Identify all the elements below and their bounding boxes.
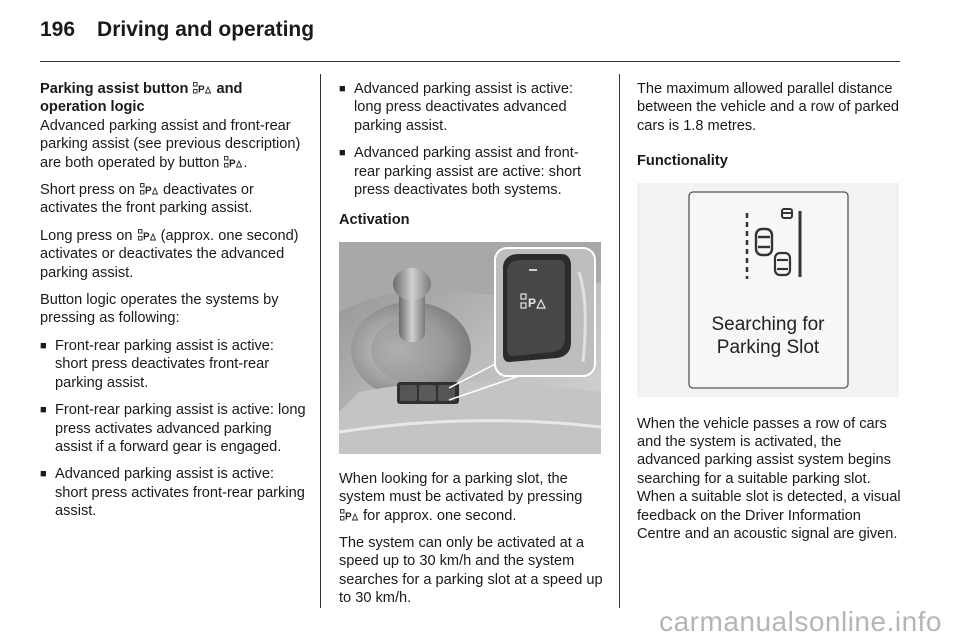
svg-text:P: P	[142, 231, 150, 241]
list-item: ■ Advanced parking assist is active: long press deactivates advanced parking assist.	[339, 81, 574, 134]
column-divider-right	[619, 74, 620, 608]
console-button-photo	[339, 242, 601, 454]
paragraph: Short press on P deactivates or activates the front parking assist.	[40, 182, 254, 217]
column-divider-left	[320, 74, 321, 608]
parking-assist-icon	[193, 82, 211, 94]
paragraph: When looking for a parking slot, the system must be activated by pressing P for approx. one second.	[339, 470, 583, 524]
section-heading-functionality: Functionality	[637, 153, 728, 170]
section-heading-activation: Activation	[339, 212, 410, 229]
watermark: carmanualsonline.info	[659, 606, 942, 637]
svg-text:P: P	[144, 185, 152, 196]
paragraph: The maximum allowed parallel distance between the vehicle and a row of parked cars is 1.8 metres.	[637, 81, 900, 134]
svg-text:P: P	[345, 511, 352, 521]
list-item: ■ Front-rear parking assist is active: long press activates advanced parking assist if a forward gear is engaged.	[40, 402, 306, 455]
parking-assist-icon	[224, 156, 242, 168]
header-rule	[40, 61, 900, 62]
bullet-square-icon: ■	[40, 468, 47, 481]
page-header	[40, 18, 314, 48]
bullet-square-icon: ■	[40, 339, 47, 352]
section-heading-line-2: operation logic	[40, 99, 145, 116]
column-1	[40, 80, 306, 530]
display-text-line-1: Searching for	[711, 313, 825, 335]
list-item: ■ Front-rear parking assist is active: short press deactivates front-rear parking assist.	[40, 337, 274, 391]
bullet-square-icon: ■	[339, 147, 346, 160]
column-2	[339, 80, 603, 617]
parking-assist-icon	[138, 229, 156, 241]
list-item: ■ Advanced parking assist is active: short press activates front-rear parking assist.	[40, 466, 305, 520]
section-heading-parking-assist-button: Parking assist button P and	[40, 81, 243, 97]
paragraph: Advanced parking assist and front-rear parking assist (see previous description) are both operated by button P .	[40, 117, 301, 171]
svg-text:P: P	[229, 158, 237, 168]
paragraph: When the vehicle passes a row of cars and the system is activated, the advanced parking assist system begins searching for a suitable parking slot. When a suitable slot is detected, a visual feedback on the Driver Information Centre and an acoustic signal are given.	[637, 415, 901, 543]
column-3	[637, 80, 903, 552]
paragraph: Long press on P (approx. one second) activates or deactivates the advanced parking assist.	[40, 227, 299, 281]
paragraph: The system can only be activated at a speed up to 30 km/h and the system searches for a parking slot at a speed up to 30 km/h.	[339, 535, 603, 607]
svg-text:P: P	[198, 84, 206, 94]
list-item: ■ Advanced parking assist and front-rear parking assist are active: short press deactivates both systems.	[339, 145, 582, 199]
bullet-square-icon: ■	[339, 83, 346, 95]
bullet-square-icon: ■	[40, 404, 47, 417]
parking-assist-icon	[340, 509, 358, 521]
parking-assist-icon	[140, 183, 158, 195]
paragraph: Button logic operates the systems by pressing as following:	[40, 292, 279, 327]
display-text-line-2: Parking Slot	[716, 336, 820, 358]
driver-info-display-figure	[637, 183, 899, 397]
page-title: Driving and operating	[97, 18, 315, 41]
page-number: 196	[40, 18, 76, 41]
svg-text:P: P	[528, 295, 537, 310]
